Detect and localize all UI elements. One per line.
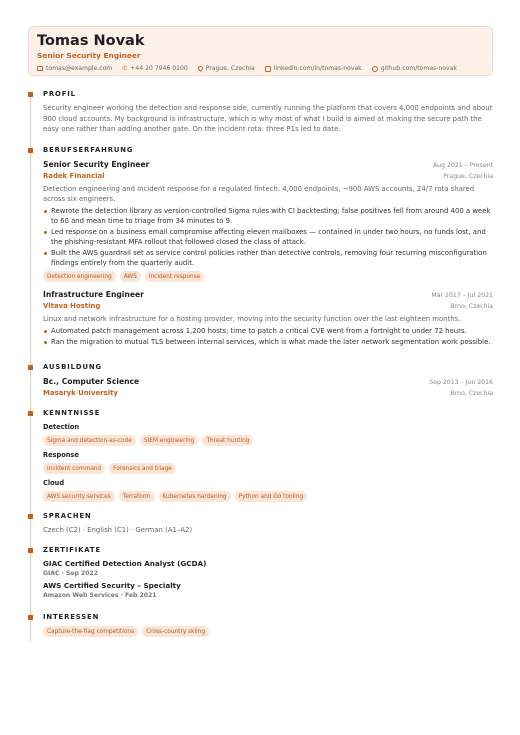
experience-section — [43, 146, 493, 348]
github-icon — [372, 66, 378, 72]
skill-group — [43, 478, 493, 502]
contact-line — [37, 64, 484, 73]
location-icon — [197, 65, 204, 72]
education-dates: Sep 2013 – Jun 2016 — [429, 379, 493, 386]
job-bullets — [43, 206, 493, 268]
profile-text: Security engineer working the detection and response side, currently running the platform that covers 4,000 endpoints and about 900 cloud accounts. My background is infrastructure, which is why most of what I build is aimed at making the secure path the easy one rather than adding another gate. On the incident rota: three P1s led to date. — [43, 104, 493, 133]
job-tags — [43, 271, 493, 282]
section-title: KENNTNISSE — [43, 409, 101, 417]
location-text: Prague, Czechia — [205, 65, 255, 72]
job-title: Senior Security Engineer — [43, 160, 150, 169]
phone-text: +44 20 7946 0100 — [130, 65, 188, 72]
skills-section — [43, 409, 493, 502]
skill-tags — [43, 491, 493, 502]
job-bullet: Automated patch management across 1,200 hosts; time to patch a critical CVE went from a fortnight to under 72 hours. — [43, 326, 493, 336]
job-location: Prague, Czechia — [443, 173, 493, 180]
skill-group — [43, 450, 493, 474]
cert-meta: GIAC · Sep 2022 — [43, 570, 98, 577]
section-marker — [28, 365, 33, 370]
job-title: Infrastructure Engineer — [43, 290, 144, 299]
section-title: BERUFSERFAHRUNG — [43, 146, 134, 154]
skill-group-label: Detection — [43, 423, 80, 431]
job-entry — [43, 289, 493, 347]
contact-location — [198, 64, 255, 73]
skill-group-label: Cloud — [43, 479, 65, 487]
skill-tag: Detection engineering — [43, 271, 116, 282]
job-company: Radek Financial — [43, 172, 105, 180]
cert-name: AWS Certified Security – Specialty — [43, 581, 181, 590]
section-title: AUSBILDUNG — [43, 363, 102, 371]
skill-tag: Incident command — [43, 463, 105, 474]
skill-group — [43, 422, 493, 446]
cert-name: GIAC Certified Detection Analyst (GCDA) — [43, 559, 207, 568]
mail-icon — [37, 66, 43, 71]
job-bullets — [43, 326, 493, 347]
languages-text: Czech (C2) · English (C1) · German (A1–A2) — [43, 526, 193, 534]
skill-tag: Terraform — [119, 491, 155, 502]
skill-tags — [43, 435, 493, 446]
job-location: Brno, Czechia — [450, 303, 493, 310]
job-description: Detection engineering and incident response for a regulated fintech: 4,000 endpoints, ~900 AWS accounts, 24/7 rota shared across six engineers. — [43, 185, 475, 203]
section-title: PROFIL — [43, 90, 76, 98]
education-section — [43, 363, 493, 399]
job-bullet: Led response on a business email compromise affecting eleven mailboxes — contained in under two hours, no funds lost, and the phishing-resistant MFA rollout that followed closed the class of attack. — [43, 227, 493, 247]
job-bullet: Rewrote the detection library as version-controlled Sigma rules with CI backtesting; false positives fell from around 400 a week to 60 and mean time to triage from 34 minutes to 9. — [43, 206, 493, 226]
skill-tag: Sigma and detection-as-code — [43, 435, 136, 446]
skill-tag: Python and Go tooling — [235, 491, 308, 502]
section-marker — [28, 615, 33, 620]
contact-github[interactable] — [372, 64, 457, 73]
job-description: Linux and network infrastructure for a hosting provider, moving into the security function over the last eighteen months. — [43, 315, 461, 323]
candidate-name: Tomas Novak — [37, 33, 145, 49]
section-marker — [28, 411, 33, 416]
contact-phone[interactable] — [122, 64, 187, 73]
job-bullet: Ran the migration to mutual TLS between internal services, which is what made the later network segmentation work possible. — [43, 337, 493, 347]
school-name: Masaryk University — [43, 389, 118, 397]
phone-icon: ✆ — [122, 64, 128, 72]
skill-tag: Kubernetes hardening — [159, 491, 231, 502]
job-dates: Aug 2021 – Present — [432, 162, 493, 169]
github-text: github.com/tomas-novak — [380, 65, 457, 72]
job-entry — [43, 159, 493, 282]
resume-header — [28, 26, 493, 76]
section-marker — [28, 148, 33, 153]
candidate-role: Senior Security Engineer — [37, 51, 141, 60]
certifications-section — [43, 546, 493, 600]
skill-tag: Incident response — [145, 271, 205, 282]
profile-section — [43, 90, 493, 135]
linkedin-text: linkedin.com/in/tomas-novak — [273, 65, 362, 72]
school-location: Brno, Czechia — [450, 390, 493, 397]
job-company: Vltava Hosting — [43, 302, 101, 310]
interest-tag: Cross-country skiing — [142, 626, 209, 637]
skill-tag: SIEM engineering — [140, 435, 199, 446]
job-dates: Mar 2017 – Jul 2021 — [431, 292, 493, 299]
section-marker — [28, 514, 33, 519]
email-text: tomas@example.com — [46, 65, 113, 72]
skill-group-label: Response — [43, 451, 79, 459]
linkedin-icon — [265, 66, 271, 72]
section-marker — [28, 548, 33, 553]
skill-tag: AWS security services — [43, 491, 115, 502]
cert-meta: Amazon Web Services · Feb 2021 — [43, 592, 157, 599]
section-title: INTERESSEN — [43, 613, 100, 621]
section-marker — [28, 92, 33, 97]
interest-tag: Capture-the-flag competitions — [43, 626, 138, 637]
section-title: SPRACHEN — [43, 512, 92, 520]
languages-section — [43, 512, 493, 536]
section-title: ZERTIFIKATE — [43, 546, 102, 554]
interests-section — [43, 613, 493, 637]
degree-title: Bc., Computer Science — [43, 377, 140, 386]
interest-tags — [43, 626, 493, 637]
skill-tag: Forensics and triage — [109, 463, 176, 474]
cert-item — [43, 559, 493, 578]
contact-linkedin[interactable] — [265, 64, 362, 73]
job-bullet: Built the AWS guardrail set as service control policies rather than detective controls, removing four recurring misconfiguration findings entirely from the quarterly audit. — [43, 248, 493, 268]
skill-tag: AWS — [120, 271, 141, 282]
cert-item — [43, 581, 493, 600]
skill-tags — [43, 463, 493, 474]
skill-tag: Threat hunting — [202, 435, 253, 446]
contact-email[interactable] — [37, 64, 112, 73]
